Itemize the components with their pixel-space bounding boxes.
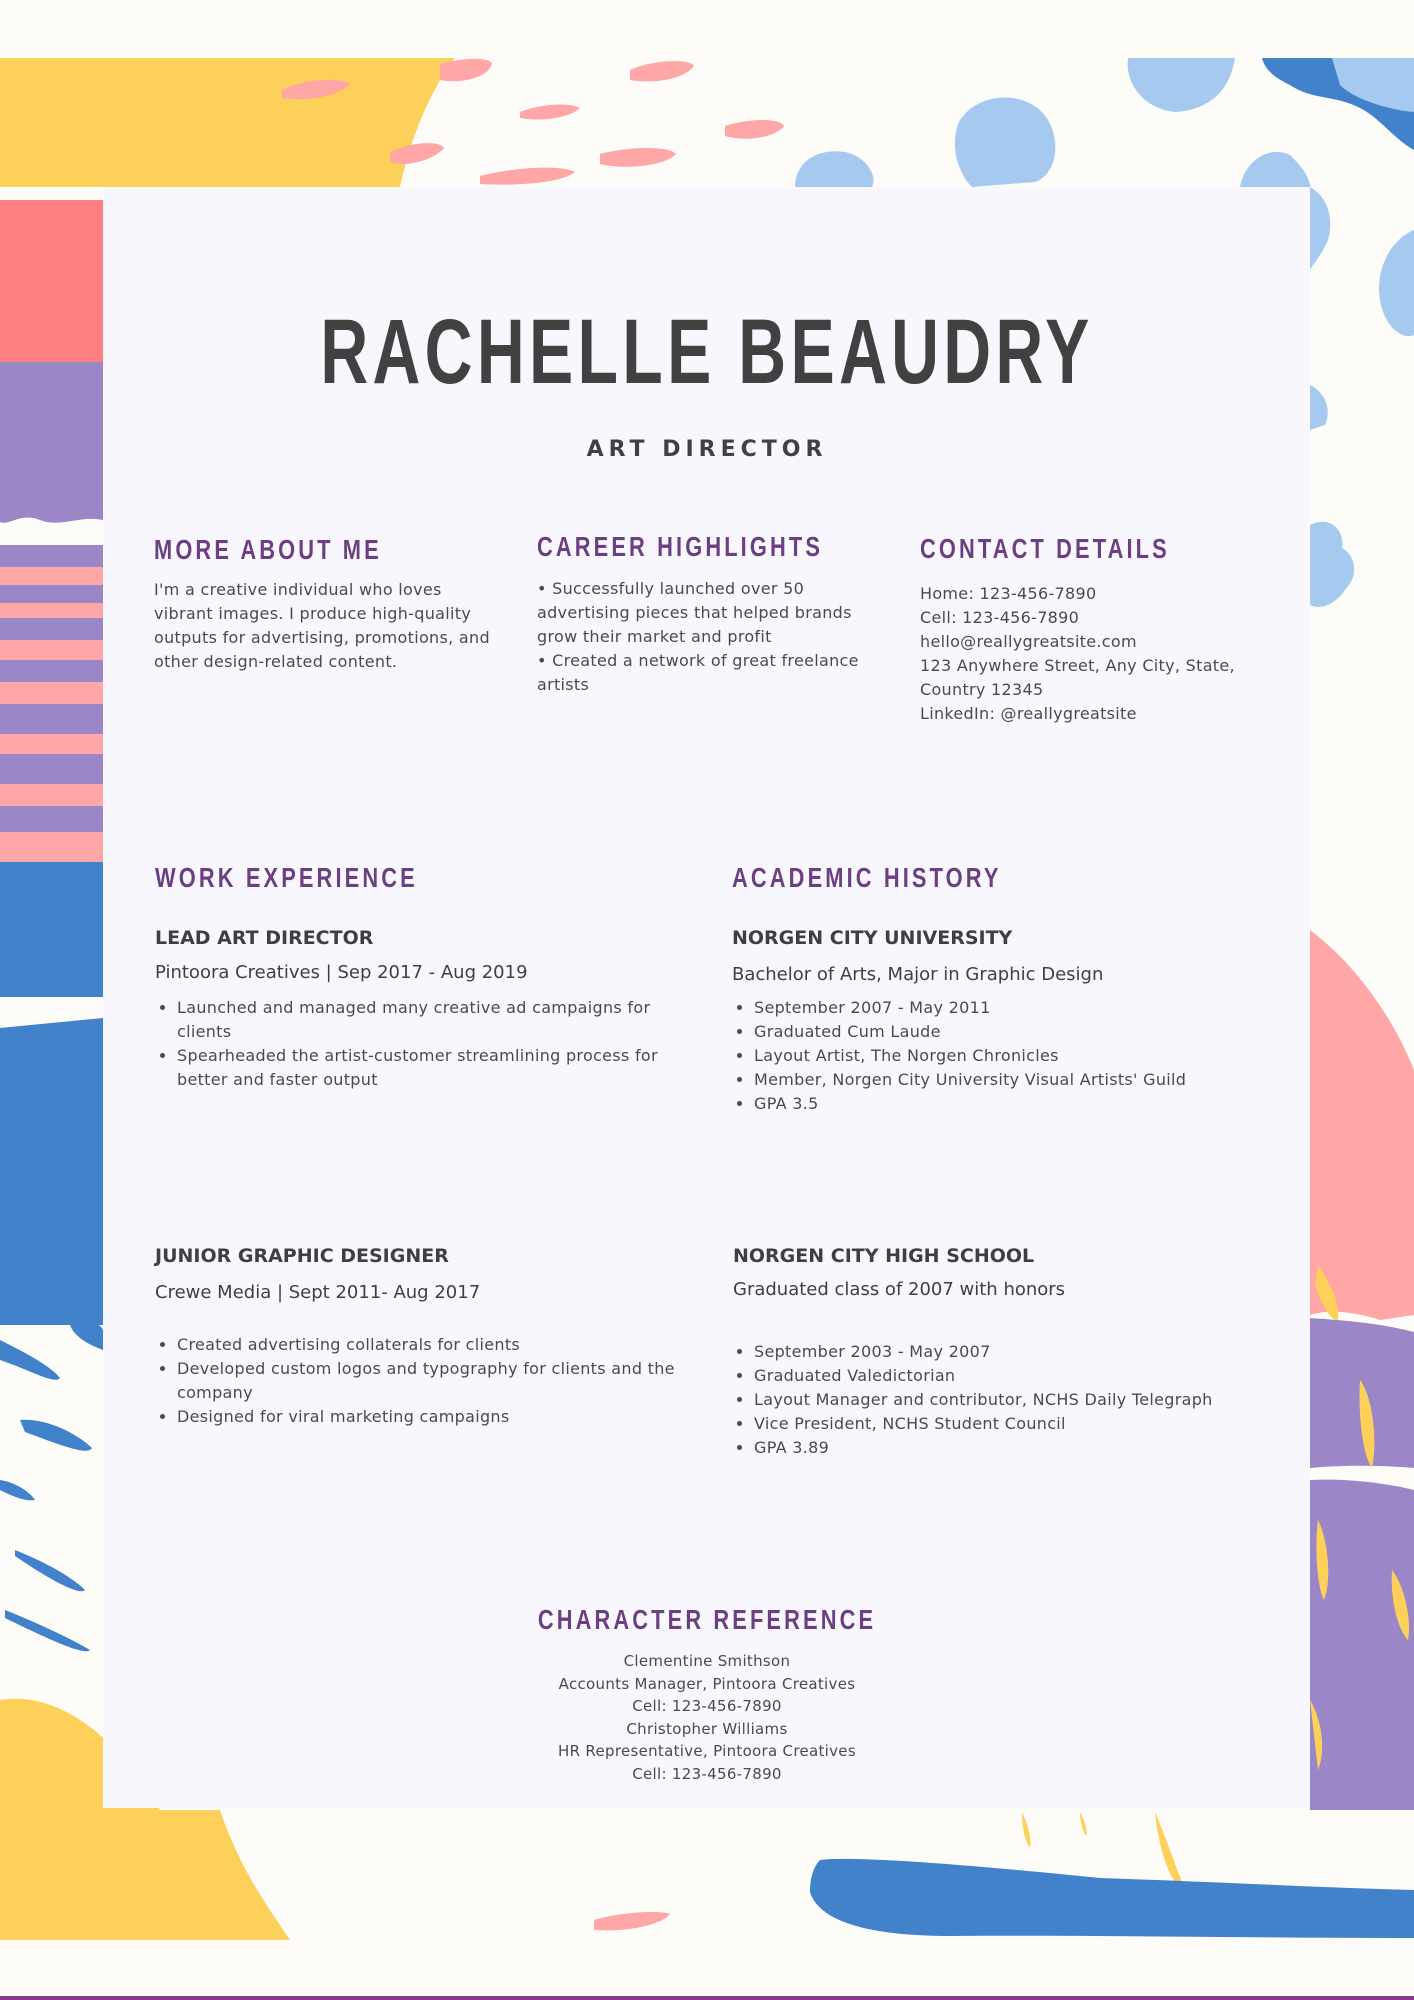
school-honors: Graduated class of 2007 with honors <box>733 1279 1066 1300</box>
about-line: other design-related content. <box>154 652 398 671</box>
job-duties <box>154 1333 702 1429</box>
contact-home-phone: Home: 123-456-7890 <box>920 584 1097 603</box>
blue-band-left <box>0 862 103 997</box>
bottom-accent-line <box>0 1996 1414 2000</box>
list-item: • Layout Manager and contributor, NCHS Daily Telegraph <box>754 1388 1284 1412</box>
reference-name: Christopher Williams <box>626 1719 788 1738</box>
about-text <box>154 578 504 674</box>
reference-list <box>0 1650 1414 1786</box>
resume-name: RACHELLE BEAUDRY <box>320 301 1094 403</box>
list-item: • Created advertising collaterals for clients <box>177 1333 702 1357</box>
list-item: • GPA 3.89 <box>754 1436 1284 1460</box>
about-line: vibrant images. I produce high-quality <box>154 604 472 623</box>
highlights-line: • Created a network of great freelance <box>537 651 859 670</box>
job-company-dates: Crewe Media | Sept 2011- Aug 2017 <box>155 1282 481 1303</box>
highlights-line: • Successfully launched over 50 <box>537 579 805 598</box>
school-degree: Bachelor of Arts, Major in Graphic Design <box>732 964 1104 985</box>
highlights-text <box>537 577 887 697</box>
blue-strokes-left <box>0 1322 103 1651</box>
about-heading: MORE ABOUT ME <box>154 534 382 565</box>
coral-band-left <box>0 200 103 365</box>
list-item: • Developed custom logos and typography for clients and the company <box>177 1357 702 1405</box>
school-name: NORGEN CITY UNIVERSITY <box>732 927 1013 949</box>
contact-email: hello@reallygreatsite.com <box>920 632 1137 651</box>
school-name: NORGEN CITY HIGH SCHOOL <box>733 1245 1035 1267</box>
list-item: • Layout Artist, The Norgen Chronicles <box>754 1044 1274 1068</box>
list-item: • Spearheaded the artist-customer streamlining process for better and faster output <box>177 1044 702 1092</box>
about-line: I'm a creative individual who loves <box>154 580 442 599</box>
contact-address: 123 Anywhere Street, Any City, State, <box>920 656 1235 675</box>
job-title: LEAD ART DIRECTOR <box>155 927 374 949</box>
contact-cell-phone: Cell: 123-456-7890 <box>920 608 1080 627</box>
yellow-shape-top-left <box>0 58 455 187</box>
reference-phone: Cell: 123-456-7890 <box>632 1697 782 1716</box>
list-item: • Vice President, NCHS Student Council <box>754 1412 1284 1436</box>
highlights-line: artists <box>537 675 590 694</box>
contact-address: Country 12345 <box>920 680 1044 699</box>
reference-phone: Cell: 123-456-7890 <box>632 1764 782 1783</box>
job-duties <box>154 996 702 1092</box>
blue-band-left-2 <box>0 1018 103 1325</box>
list-item: • Graduated Cum Laude <box>754 1020 1274 1044</box>
job-title: JUNIOR GRAPHIC DESIGNER <box>155 1245 449 1267</box>
list-item: • September 2007 - May 2011 <box>754 996 1274 1020</box>
reference-title: HR Representative, Pintoora Creatives <box>558 1742 856 1761</box>
reference-name: Clementine Smithson <box>623 1652 791 1670</box>
list-item: • Graduated Valedictorian <box>754 1364 1284 1388</box>
resume-role: ART DIRECTOR <box>586 437 828 462</box>
contact-heading: CONTACT DETAILS <box>920 533 1170 564</box>
list-item: • Designed for viral marketing campaigns <box>177 1405 702 1429</box>
academic-heading: ACADEMIC HISTORY <box>732 862 1002 893</box>
list-item: • GPA 3.5 <box>754 1092 1274 1116</box>
list-item: • September 2003 - May 2007 <box>754 1340 1284 1364</box>
pink-shape-right <box>1310 930 1414 1320</box>
blue-shape-bottom-right <box>810 1859 1414 1938</box>
highlights-line: grow their market and profit <box>537 627 772 646</box>
work-heading: WORK EXPERIENCE <box>155 862 418 893</box>
reference-title: Accounts Manager, Pintoora Creatives <box>558 1674 856 1693</box>
highlights-heading: CAREER HIGHLIGHTS <box>537 531 824 562</box>
school-details <box>731 996 1274 1116</box>
contact-linkedin: LinkedIn: @reallygreatsite <box>920 704 1137 723</box>
contact-details <box>920 582 1280 726</box>
highlights-line: advertising pieces that helped brands <box>537 603 852 622</box>
list-item: • Member, Norgen City University Visual Artists' Guild <box>754 1068 1274 1092</box>
reference-heading: CHARACTER REFERENCE <box>537 1604 877 1635</box>
list-item: • Launched and managed many creative ad campaigns for clients <box>177 996 702 1044</box>
school-details <box>731 1340 1284 1460</box>
about-line: outputs for advertising, promotions, and <box>154 628 490 647</box>
stripes-left <box>0 545 103 862</box>
job-company-dates: Pintoora Creatives | Sep 2017 - Aug 2019 <box>155 962 528 983</box>
